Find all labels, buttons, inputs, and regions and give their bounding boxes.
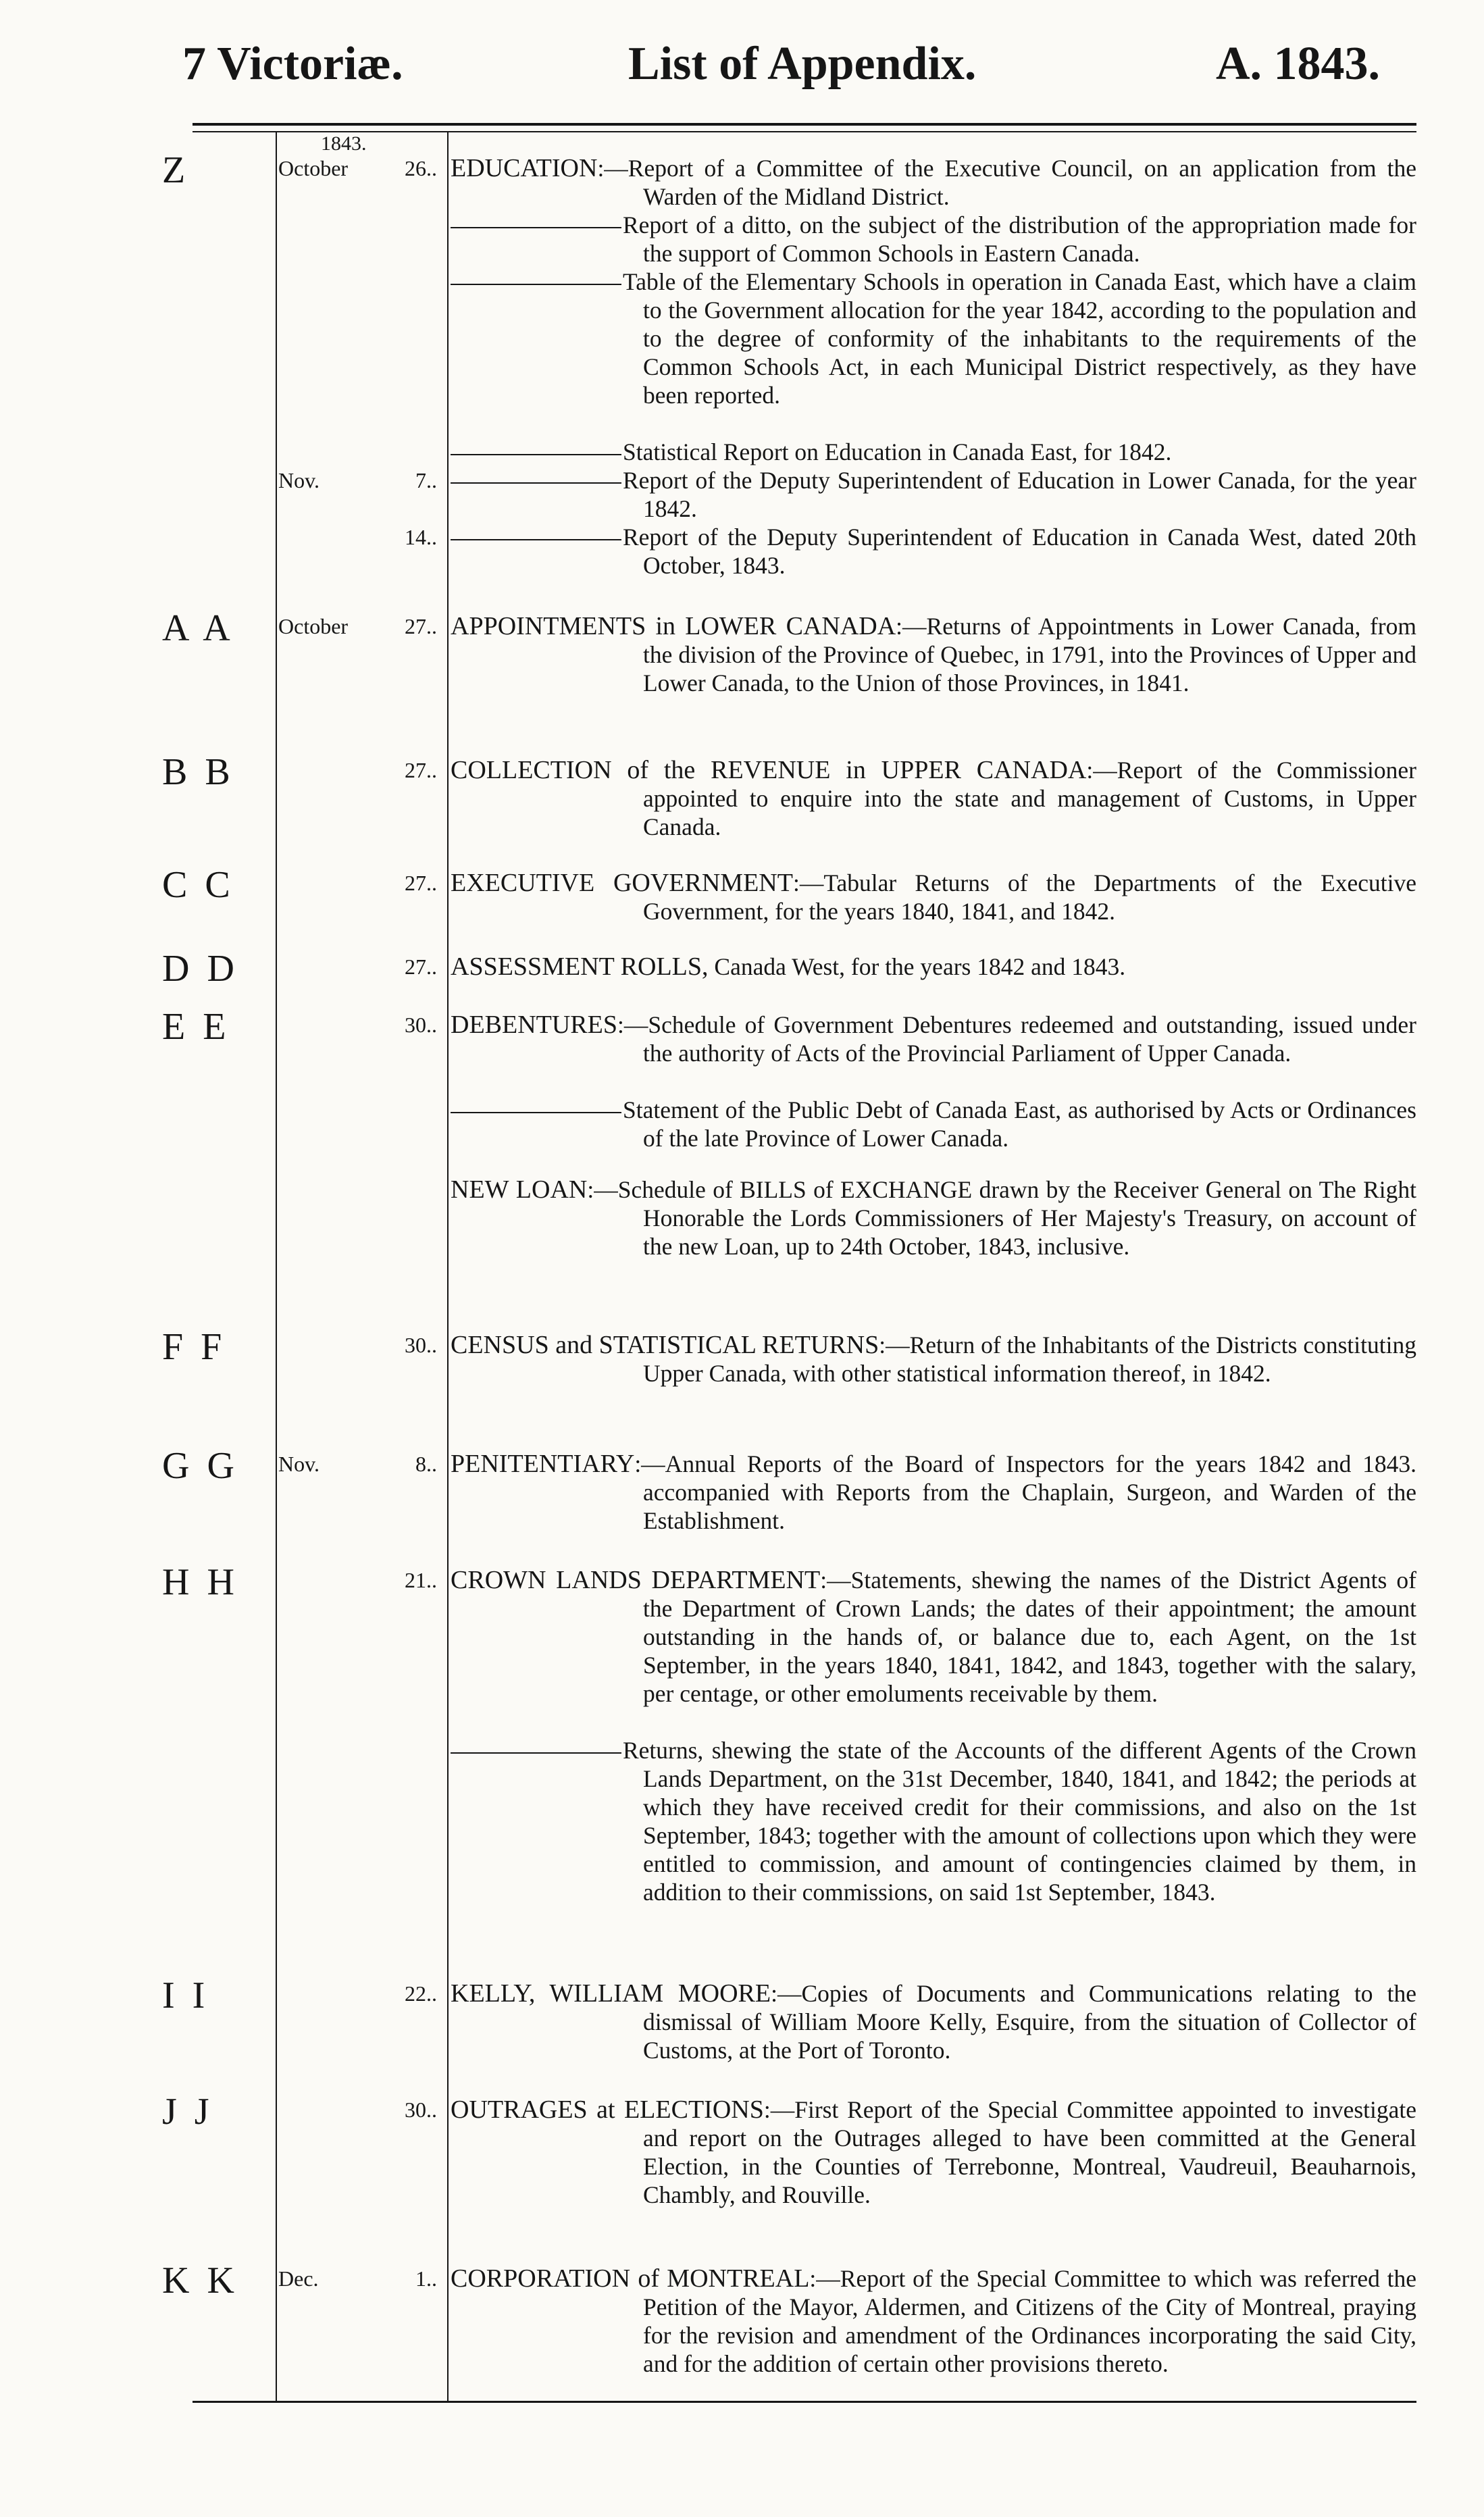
appendix-letter: A A xyxy=(162,607,234,649)
entry-day: 30.. xyxy=(405,2098,437,2122)
session-label: 7 Victoriæ. xyxy=(182,38,403,90)
entry-description: Report of the Deputy Superintendent of Education in Lower Canada, for the year 1842. xyxy=(623,467,1416,522)
entry-text xyxy=(451,952,1416,981)
appendix-letter: D D xyxy=(162,948,238,990)
page-title: List of Appendix. xyxy=(628,38,977,90)
appendix-letter: E E xyxy=(162,1006,230,1048)
entry-subitem xyxy=(451,523,1416,580)
ditto-dash xyxy=(451,539,621,540)
entry-day: 21.. xyxy=(405,1568,437,1592)
entry-description: :—Annual Reports of the Board of Inspectors for the years 1842 and 1843. accompanied with Reports from the Chaplain, Surgeon, and Warden of the Establishment. xyxy=(634,1450,1416,1534)
year-label: A. 1843. xyxy=(1216,38,1381,90)
entry-subitem xyxy=(451,438,1416,466)
entry-description: :—Tabular Returns of the Departments of the Executive Government, for the years 1840, 1841, and 1842. xyxy=(643,869,1416,925)
entry-heading: DEBENTURES xyxy=(451,1011,617,1039)
entry-text xyxy=(451,1566,1416,1708)
entry-text xyxy=(451,154,1416,211)
entry-text xyxy=(451,1450,1416,1535)
appendix-letter: B B xyxy=(162,751,234,793)
entry-day: 1.. xyxy=(415,2266,437,2291)
entry-month: Nov. xyxy=(278,1452,320,1476)
entry-description: :—Report of the Special Committee to which was referred the Petition of the Mayor, Aldermen, and Citizens of the City of Montreal, praying for the revision and amendment of the Ordinances incorporating the said City, and for the addition of certain other provisions thereto. xyxy=(643,2265,1416,2377)
entry-text xyxy=(451,1175,1416,1261)
entry-description: :—Return of the Inhabitants of the Districts constituting Upper Canada, with other statistical information thereof, in 1842. xyxy=(643,1331,1417,1387)
entry-text xyxy=(451,2095,1416,2209)
entry-day: 22.. xyxy=(405,1981,437,2006)
entry-day: 7.. xyxy=(415,468,437,492)
entry-description: :—Schedule of Government Debentures redeemed and outstanding, issued under the authority of Acts of the Provincial Parliament of Upper Canada. xyxy=(617,1011,1416,1067)
entry-day: 8.. xyxy=(415,1452,437,1476)
entry-day: 27.. xyxy=(405,614,437,638)
entry-heading: APPOINTMENTS in LOWER CANADA xyxy=(451,612,896,640)
entry-text xyxy=(451,1979,1416,2064)
entry-description: Report of a ditto, on the subject of the distribution of the appropriation made for the support of Common Schools in Eastern Canada. xyxy=(623,211,1416,267)
entry-day: 26.. xyxy=(405,156,437,180)
entry-text xyxy=(451,612,1416,697)
entry-heading: CROWN LANDS DEPARTMENT xyxy=(451,1566,821,1594)
ditto-dash xyxy=(451,482,621,484)
entry-heading: NEW LOAN xyxy=(451,1175,588,1204)
entry-subitem xyxy=(451,268,1416,409)
entry-text xyxy=(451,756,1416,841)
appendix-letter: G G xyxy=(162,1445,238,1487)
entry-description: :—Schedule of BILLS of EXCHANGE drawn by the Receiver General on The Right Honorable the Lords Commissioners of Her Majesty's Treasury, on account of the new Loan, up to 24th October, 1843, inclusive. xyxy=(587,1176,1417,1260)
entry-day: 14.. xyxy=(405,525,437,549)
entry-description: Statement of the Public Debt of Canada East, as authorised by Acts or Ordinances of the late Province of Lower Canada. xyxy=(623,1096,1416,1152)
entry-heading: ASSESSMENT ROLLS, xyxy=(451,952,709,981)
entry-heading: KELLY, WILLIAM MOORE xyxy=(451,1979,771,2008)
entry-text xyxy=(451,1011,1416,1067)
entry-description: :—Report of a Committee of the Executive Council, on an application from the Warden of the Midland District. xyxy=(597,155,1416,210)
entry-text xyxy=(451,869,1416,925)
appendix-letter: C C xyxy=(162,864,234,906)
entry-heading: CORPORATION of MONTREAL xyxy=(451,2264,810,2293)
bottom-rule xyxy=(193,2401,1416,2403)
entry-description: Statistical Report on Education in Canada East, for 1842. xyxy=(623,438,1172,465)
entry-description: Report of the Deputy Superintendent of Education in Canada West, dated 20th October, 1843. xyxy=(623,524,1416,579)
appendix-letter: I I xyxy=(162,1975,209,2016)
entry-description: :—Report of the Commissioner appointed to enquire into the state and management of Customs, in Upper Canada. xyxy=(643,757,1417,840)
entry-day: 30.. xyxy=(405,1013,437,1037)
ditto-dash xyxy=(451,284,621,285)
entry-heading: EXECUTIVE GOVERNMENT xyxy=(451,869,793,897)
entry-description: :—Statements, shewing the names of the District Agents of the Department of Crown Lands; the dates of their appointment; the amount outstanding in the hands of, or balance due to, each Agent, on the 1st September, in the years 1840, 1841, 1842, and 1843, together with the salary, per centage, or other emoluments receivable by them. xyxy=(643,1567,1416,1707)
entry-day: 27.. xyxy=(405,758,437,782)
entry-text xyxy=(451,1331,1416,1388)
entry-day: 30.. xyxy=(405,1333,437,1357)
entry-subitem xyxy=(451,1096,1416,1152)
entry-heading: EDUCATION xyxy=(451,154,598,182)
appendix-letter: J J xyxy=(162,2091,213,2133)
appendix-letter: H H xyxy=(162,1561,238,1603)
top-rule-thick xyxy=(193,123,1416,126)
entry-month: October xyxy=(278,156,349,180)
entry-text xyxy=(451,2264,1416,2378)
entry-heading: OUTRAGES at ELECTIONS xyxy=(451,2095,764,2124)
ditto-dash xyxy=(451,227,621,228)
appendix-letter: K K xyxy=(162,2260,238,2302)
entry-heading: COLLECTION of the REVENUE in UPPER CANADA xyxy=(451,756,1087,784)
top-rule-thin xyxy=(193,131,1416,132)
entry-heading: CENSUS and STATISTICAL RETURNS xyxy=(451,1331,879,1359)
entry-day: 27.. xyxy=(405,955,437,979)
entry-month: Dec. xyxy=(278,2266,319,2291)
entry-description: :—Copies of Documents and Communications relating to the dismissal of William Moore Kelly, Esquire, from the situation of Collector of Customs, at the Port of Toronto. xyxy=(643,1980,1416,2064)
entry-description: Canada West, for the years 1842 and 1843. xyxy=(714,953,1126,980)
appendix-letter: F F xyxy=(162,1326,226,1368)
appendix-letter: Z xyxy=(162,149,190,191)
entry-month: October xyxy=(278,614,349,638)
ditto-dash xyxy=(451,1752,621,1754)
date-column-rule-right xyxy=(447,132,449,2401)
page-header xyxy=(0,27,1484,101)
entry-description: Returns, shewing the state of the Accounts of the different Agents of the Crown Lands Department, on the 31st December, 1840, 1841, and 1842; the periods at which they have received credit for their commissions, and also on the 1st September, 1843; together with the amount of collections upon which they were entitled to commission, and amount of contingencies claimed by them, in addition to their commissions, on said 1st September, 1843. xyxy=(623,1737,1416,1906)
entry-subitem xyxy=(451,1736,1416,1906)
entry-description: :—First Report of the Special Committee appointed to investigate and report on the Outrages alleged to have been committed at the General Election, in the Counties of Terrebonne, Montreal, Vaudreuil, Beauharnois, Chambly, and Rouville. xyxy=(643,2096,1416,2208)
year-heading: 1843. xyxy=(321,132,367,155)
entry-heading: PENITENTIARY xyxy=(451,1450,635,1478)
date-column-rule-left xyxy=(276,132,277,2401)
ditto-dash xyxy=(451,1112,621,1113)
ditto-dash xyxy=(451,454,621,455)
entry-month: Nov. xyxy=(278,468,320,492)
entry-subitem xyxy=(451,211,1416,268)
entry-subitem xyxy=(451,466,1416,523)
entry-description: Table of the Elementary Schools in operation in Canada East, which have a claim to the Government allocation for the year 1842, according to the population and to the degree of conformity of the inhabitants to the requirements of the Common Schools Act, in each Municipal District respectively, as they have been reported. xyxy=(623,268,1416,409)
entry-description: :—Returns of Appointments in Lower Canada, from the division of the Province of Quebec, in 1791, into the Provinces of Upper and Lower Canada, to the Union of those Provinces, in 1841. xyxy=(643,613,1416,696)
entry-day: 27.. xyxy=(405,871,437,895)
